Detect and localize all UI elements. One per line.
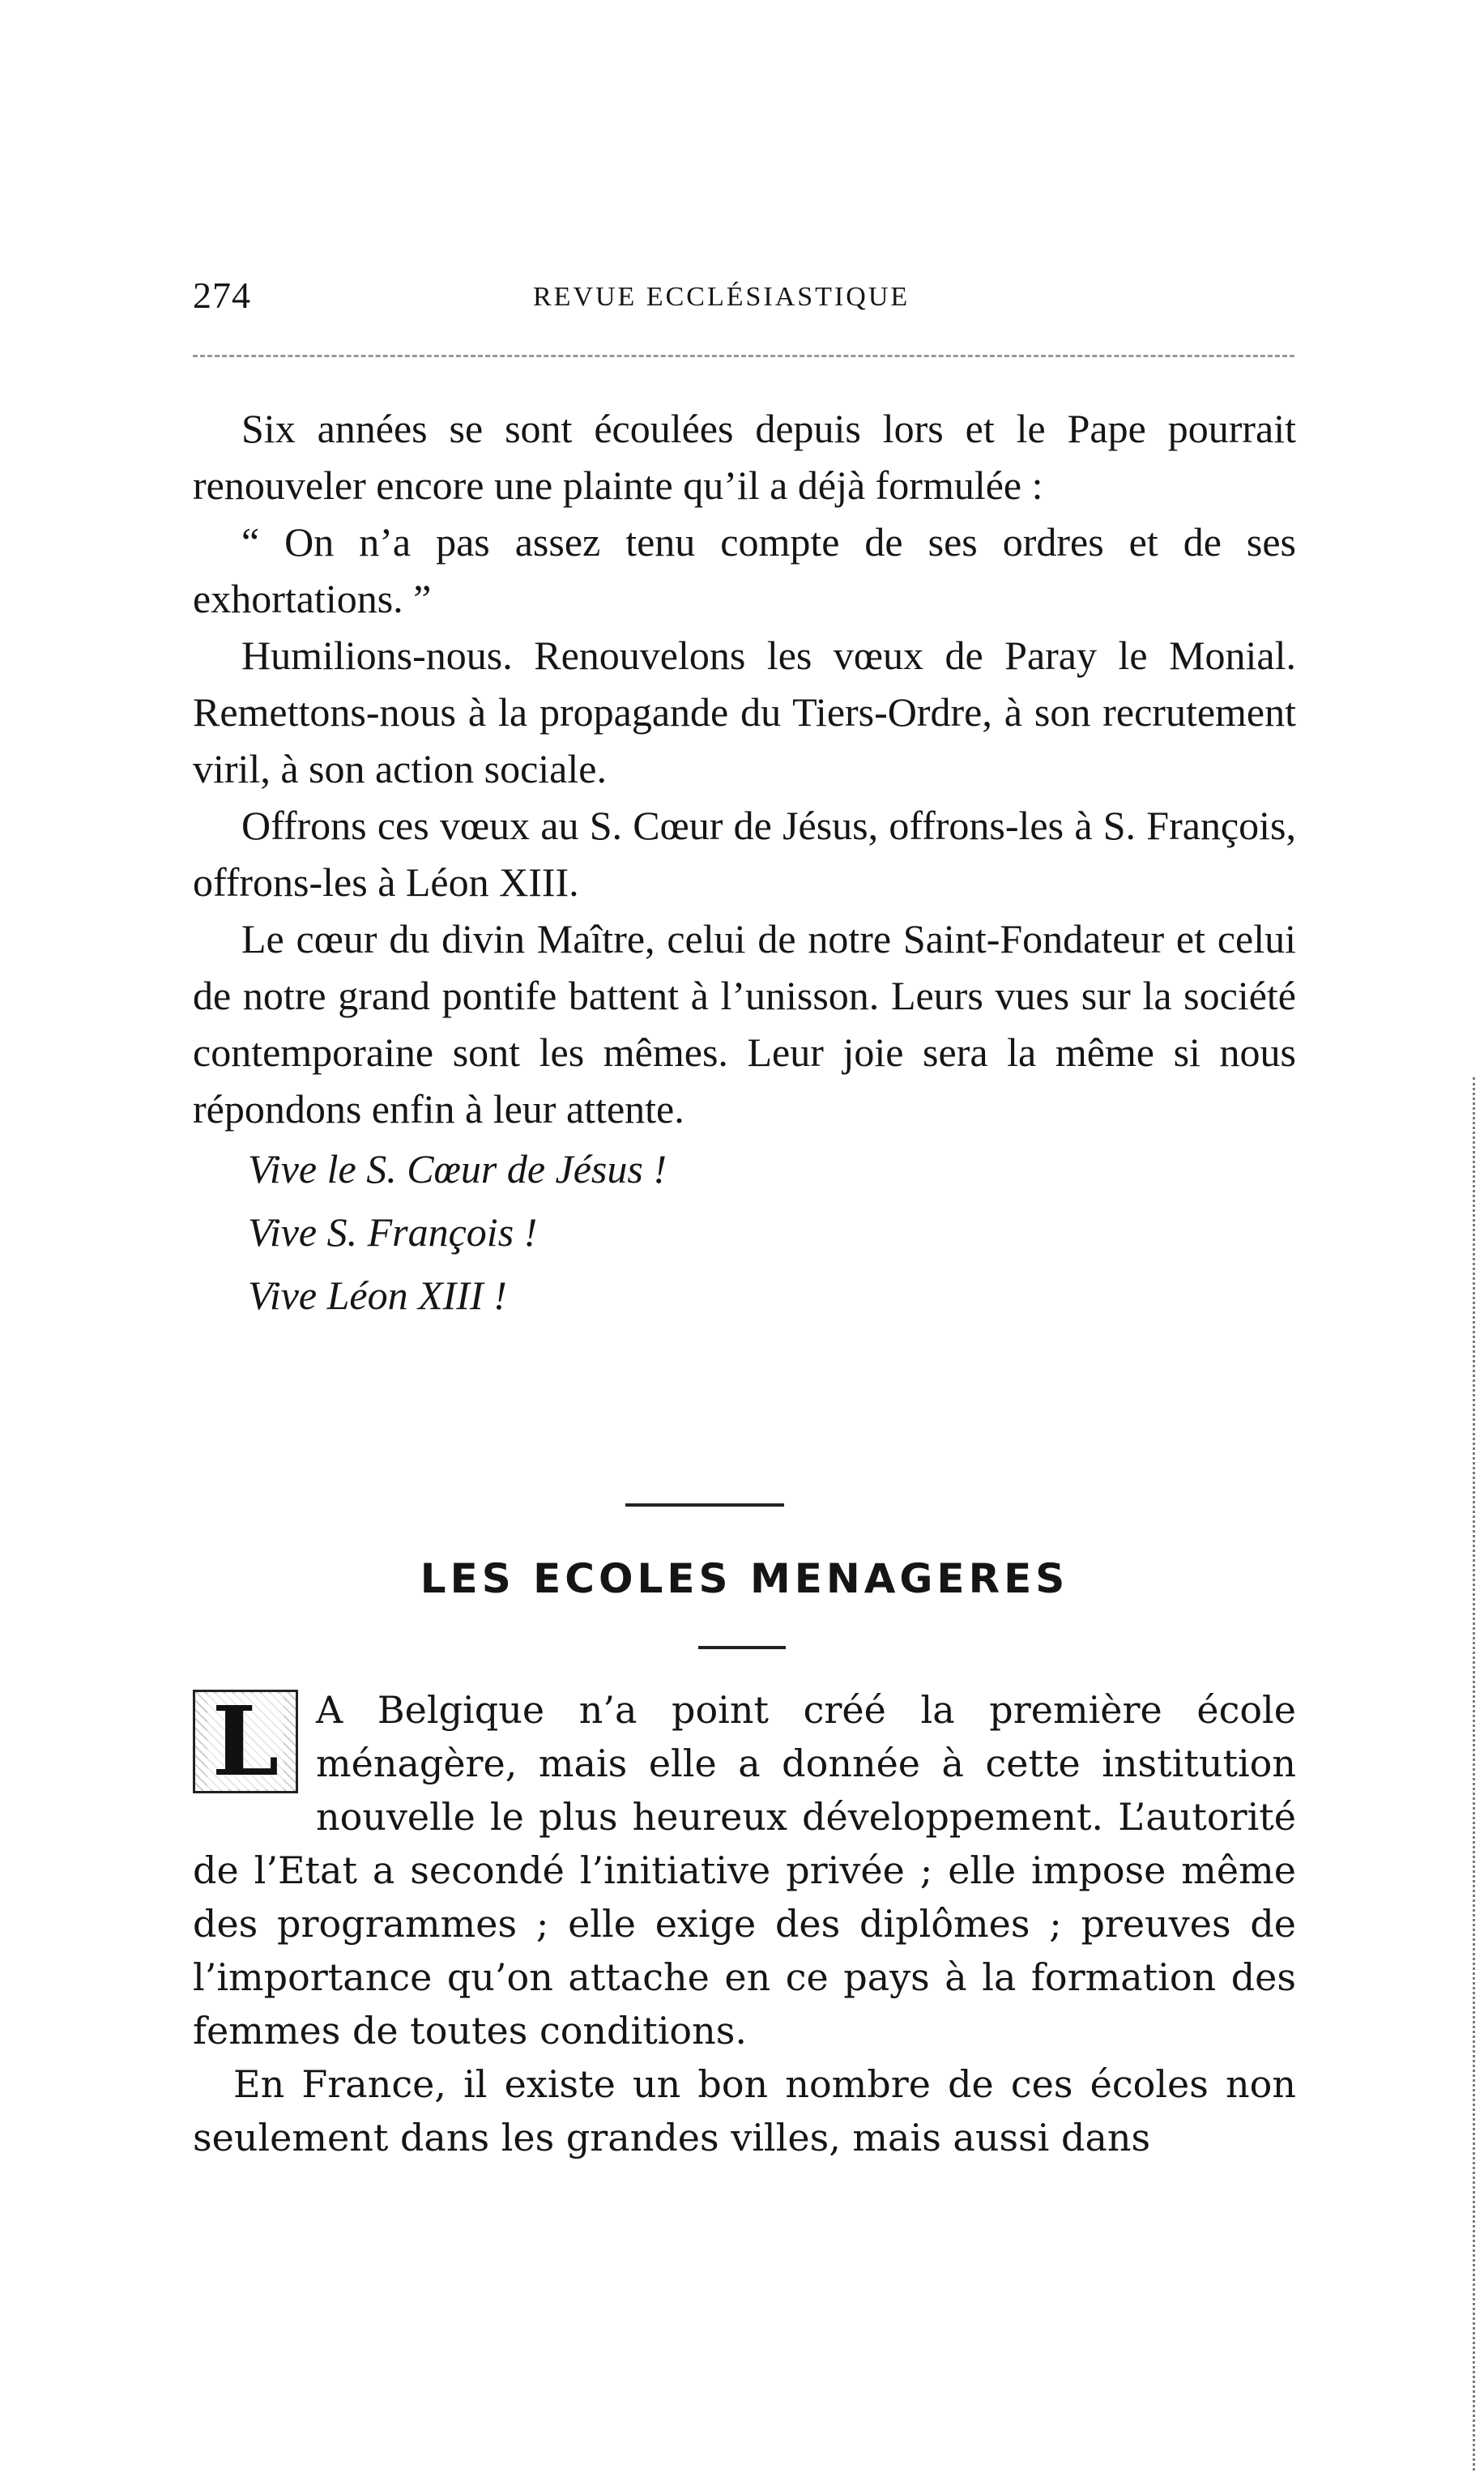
acclamation-line: Vive Léon XIII ! — [248, 1273, 507, 1318]
binding-edge-trace — [1473, 1077, 1475, 2471]
journal-title: REVUE ECCLÉSIASTIQUE — [533, 282, 910, 312]
article-continuation — [193, 400, 1296, 1327]
section-divider-rule — [625, 1503, 784, 1507]
paragraph: Humilions-nous. Renouvelons les vœux de Paray le Monial. Remettons-nous à la propagande du Tiers-Ordre, à son recrutement viril, à son action sociale. — [193, 633, 1296, 791]
paragraph: Offrons ces vœux au S. Cœur de Jésus, offrons-les à S. François, offrons-les à Léon XIII. — [193, 803, 1296, 905]
page-number: 274 — [193, 275, 251, 316]
acclamation-line: Vive le S. Cœur de Jésus ! — [248, 1146, 667, 1192]
article-body — [193, 1683, 1296, 2164]
paragraph: Le cœur du divin Maître, celui de notre Saint-Fondateur et celui de notre grand pontife battent à l’unisson. Leurs vues sur la société contemporaine sont les mêmes. Leur joie sera la même si nous répondons enfin à leur attente. — [193, 916, 1296, 1132]
lead-paragraph-text: A Belgique n’a point créé la première école ménagère, mais elle a donnée à cette institution nouvelle le plus heureux développement. L’autorité de l’Etat a secondé l’initiative privée ; elle impose même des programmes ; elle exige des diplômes ; preuves de l’importance qu’on attache en ce pays à la formation des femmes de toutes conditions. — [193, 1688, 1296, 2053]
section-title: LES ECOLES MENAGERES — [420, 1555, 1069, 1602]
drop-cap-letter: L — [207, 1694, 284, 1789]
quotation: “ On n’a pas assez tenu compte de ses ordres et de ses exhortations. ” — [193, 519, 1296, 621]
lead-paragraph — [193, 1683, 1296, 2057]
paragraph: En France, il existe un bon nombre de ces écoles non seulement dans les grandes villes, mais aussi dans — [193, 2062, 1296, 2159]
ornamental-drop-cap — [193, 1685, 298, 1797]
header-rule — [193, 355, 1294, 357]
acclamation-line: Vive S. François ! — [248, 1209, 538, 1255]
running-head — [193, 274, 1294, 322]
closing-acclamations — [193, 1137, 1296, 1327]
title-underline-rule — [698, 1646, 786, 1649]
paragraph: Six années se sont écoulées depuis lors et le Pape pourrait renouveler encore une plainte qu’il a déjà formulée : — [193, 406, 1296, 508]
